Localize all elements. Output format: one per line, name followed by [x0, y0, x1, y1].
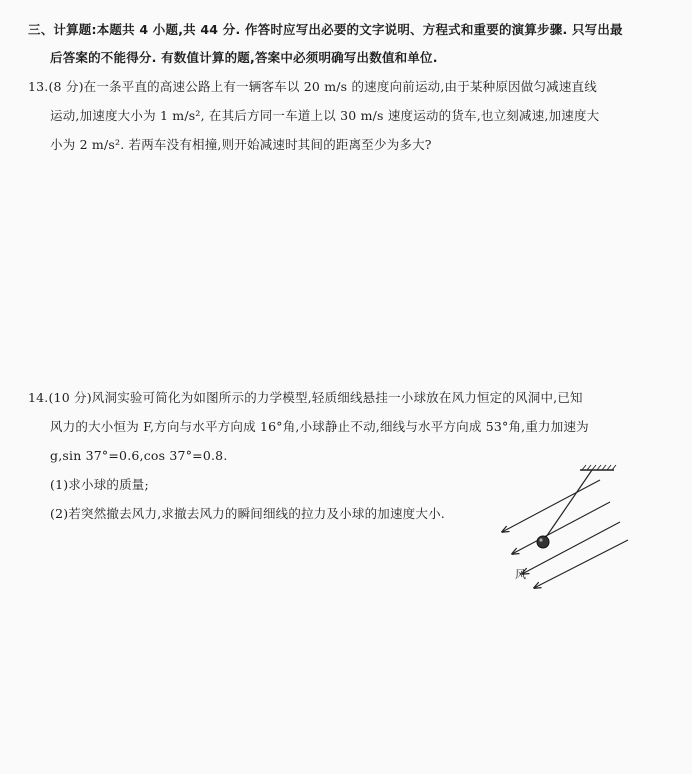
ceiling-support — [580, 465, 616, 470]
wind-label: 风 — [515, 568, 526, 581]
ball — [537, 536, 549, 548]
q14-line-3: g,sin 37°=0.6,cos 37°=0.8. — [50, 448, 228, 463]
q13-line-1: 13.(8 分)在一条平直的高速公路上有一辆客车以 20 m/s 的速度向前运动,由于某种原因做匀减速直线 — [28, 79, 597, 94]
wind-line-3 — [522, 522, 620, 574]
q14-sub-1: (1)求小球的质量; — [50, 477, 149, 492]
section-header — [28, 16, 673, 72]
q14-line-2: 风力的大小恒为 F,方向与水平方向成 16°角,小球静止不动,细线与水平方向成 53°角,重力加速为 — [50, 419, 589, 434]
q14-line-1: 14.(10 分)风洞实验可简化为如图所示的力学模型,轻质细线悬挂一小球放在风力恒定的风洞中,已知 — [28, 390, 583, 405]
wind-line-4 — [534, 540, 628, 588]
wind-line-1 — [502, 480, 600, 532]
wind-tunnel-diagram — [488, 460, 638, 590]
q13-line-3: 小为 2 m/s². 若两车没有相撞,则开始减速时其间的距离至少为多大? — [50, 137, 432, 152]
string — [544, 470, 592, 540]
question-13 — [28, 72, 673, 159]
section-line-1: 三、计算题:本题共 4 小题,共 44 分. 作答时应写出必要的文字说明、方程式和重要的演算步骤. 只写出最 — [28, 22, 623, 37]
q13-line-2: 运动,加速度大小为 1 m/s², 在其后方同一车道上以 30 m/s 速度运动的货车,也立刻减速,加速度大 — [50, 108, 600, 123]
wind-line-2 — [512, 502, 610, 554]
section-line-2: 后答案的不能得分. 有数值计算的题,答案中必须明确写出数值和单位. — [50, 50, 438, 65]
q14-sub-2: (2)若突然撤去风力,求撤去风力的瞬间细线的拉力及小球的加速度大小. — [50, 506, 445, 521]
